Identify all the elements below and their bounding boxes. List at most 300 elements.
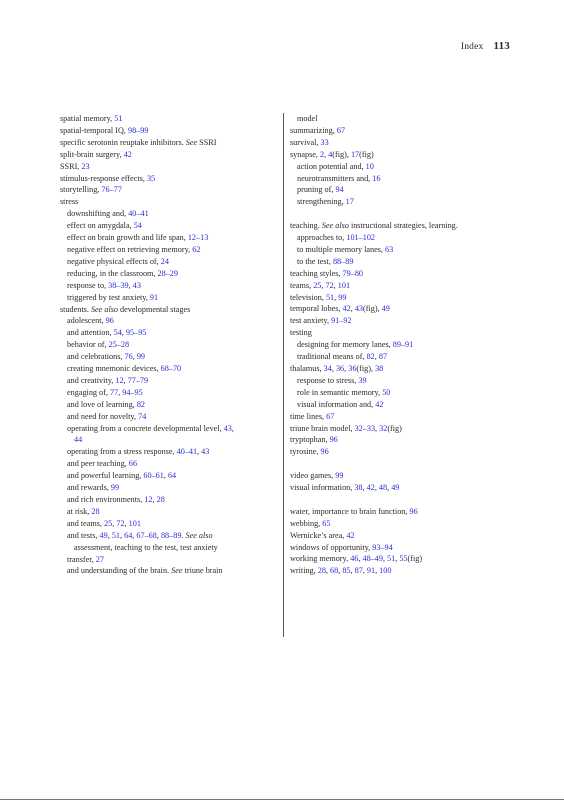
entry-text: triggered by test anxiety, xyxy=(67,292,150,302)
page-reference-link[interactable]: 67–68 xyxy=(136,530,157,540)
page-reference-link[interactable]: 17 xyxy=(345,197,354,207)
index-entry xyxy=(290,434,505,446)
entry-text: synapse, xyxy=(290,149,321,159)
index-subentry xyxy=(290,339,505,351)
page-reference-link[interactable]: 72 xyxy=(325,280,334,290)
entry-text: teams, xyxy=(290,280,314,290)
page-reference-link[interactable]: 101 xyxy=(128,518,141,528)
entry-text: windows of opportunity, xyxy=(290,542,373,552)
index-entry xyxy=(290,411,505,423)
entry-text: traditional means of, xyxy=(297,352,367,362)
index-subentry xyxy=(290,256,505,268)
entry-text: (fig), xyxy=(332,149,351,159)
entry-text: instructional strategies, learning. xyxy=(348,221,458,231)
index-subentry xyxy=(60,315,275,327)
page-reference-link[interactable]: 54 xyxy=(133,221,142,231)
entry-text: writing, xyxy=(290,566,318,576)
index-subentry xyxy=(60,458,275,470)
page-reference-link[interactable]: 42 xyxy=(375,399,384,409)
index-subentry xyxy=(60,518,275,530)
entry-text: triune brain xyxy=(182,566,223,576)
entry-text: pruning of, xyxy=(297,185,336,195)
page-reference-link[interactable]: 55 xyxy=(399,554,408,564)
page-reference-link[interactable]: 28–29 xyxy=(157,268,178,278)
page-reference-link[interactable]: 101–102 xyxy=(346,233,375,243)
index-subentry xyxy=(60,482,275,494)
entry-text: , xyxy=(382,554,388,564)
index-subentry xyxy=(290,184,505,196)
index-entry xyxy=(290,565,505,577)
page-reference-link[interactable]: 101 xyxy=(337,280,351,290)
entry-text: and rewards, xyxy=(67,483,111,493)
entry-text: and teams, xyxy=(67,518,105,528)
index-entry xyxy=(60,137,275,149)
entry-text: effect on amygdala, xyxy=(67,221,134,231)
page-reference-link[interactable]: 72 xyxy=(116,518,125,528)
page-reference-link[interactable]: 96 xyxy=(329,435,338,445)
page-reference-link[interactable]: 12 xyxy=(144,495,153,504)
entry-text: approaches to, xyxy=(297,233,347,243)
index-subentry xyxy=(60,565,275,577)
entry-text: strengthening, xyxy=(297,197,346,207)
entry-text: , xyxy=(123,375,128,385)
column-divider xyxy=(283,113,284,637)
entry-text: and powerful learning, xyxy=(67,471,144,481)
page-reference-link[interactable]: 88–89 xyxy=(160,530,182,540)
entry-text: operating from a stress response, xyxy=(67,447,177,457)
page-reference-link[interactable]: 91 xyxy=(149,292,159,302)
entry-text: designing for memory lanes, xyxy=(297,340,393,350)
page-reference-link[interactable]: 79–80 xyxy=(342,268,363,278)
entry-text: negative physical effects of, xyxy=(67,256,161,266)
entry-text: students. xyxy=(60,304,91,314)
entry-text: , xyxy=(362,566,367,576)
page-reference-link[interactable]: 28 xyxy=(156,495,165,504)
entry-text: split-brain surgery, xyxy=(60,149,124,159)
index-subentry xyxy=(290,113,505,125)
index-gap xyxy=(290,458,505,470)
entry-text: , xyxy=(344,364,349,374)
index-entry xyxy=(290,446,505,458)
index-subentry xyxy=(60,470,275,482)
entry-text: and peer teaching, xyxy=(67,459,129,469)
page-reference-link[interactable]: 36 xyxy=(348,364,357,374)
page-reference-link[interactable]: 35 xyxy=(146,173,156,183)
cross-reference-label: See also xyxy=(185,530,213,540)
page-reference-link[interactable]: 32–33 xyxy=(354,423,376,433)
entry-text: , xyxy=(124,518,129,528)
entry-text: SSRI, xyxy=(60,161,82,171)
page-reference-link[interactable]: 12 xyxy=(115,375,124,385)
index-subentry xyxy=(60,423,275,435)
entry-text: to multiple memory lanes, xyxy=(297,244,385,254)
page-reference-link[interactable]: 82 xyxy=(136,399,145,409)
page-reference-link[interactable]: 43 xyxy=(354,304,363,314)
entry-text: , xyxy=(321,280,326,290)
entry-text: test anxiety, xyxy=(290,316,332,326)
index-subentry xyxy=(290,387,505,399)
page-reference-link[interactable]: 64 xyxy=(124,530,133,540)
entry-text: and love of learning, xyxy=(67,399,137,409)
entry-text: neurotransmitters and, xyxy=(297,173,373,183)
page-reference-link[interactable]: 51 xyxy=(114,114,123,123)
entry-text: , xyxy=(375,423,380,433)
page-reference-link[interactable]: 51 xyxy=(325,292,335,302)
entry-text: (fig), xyxy=(363,304,382,314)
page-reference-link[interactable]: 65 xyxy=(322,518,331,528)
entry-text: , xyxy=(231,423,234,433)
index-subentry xyxy=(60,292,275,304)
index-entry xyxy=(290,423,505,435)
entry-text: transfer, xyxy=(67,554,96,564)
page-reference-link[interactable]: 40–41 xyxy=(128,209,149,219)
page-reference-link[interactable]: 64 xyxy=(167,471,177,481)
index-entry xyxy=(60,149,275,161)
page-reference-link[interactable]: 96 xyxy=(409,506,418,516)
page-number: 113 xyxy=(493,40,510,52)
entry-text: and need for novelty, xyxy=(67,411,139,421)
page-reference-link[interactable]: 94–95 xyxy=(122,387,143,397)
entry-text: teaching styles, xyxy=(290,268,343,278)
entry-text: adolescent, xyxy=(67,316,106,326)
page-reference-link[interactable]: 85 xyxy=(342,566,351,576)
page-reference-link[interactable]: 88–89 xyxy=(332,256,354,266)
page-reference-link[interactable]: 67 xyxy=(336,125,346,135)
page-reference-link[interactable]: 17 xyxy=(350,149,360,159)
page-reference-link[interactable]: 25 xyxy=(104,518,113,528)
entry-text: , xyxy=(152,495,157,504)
entry-text: thalamus, xyxy=(290,364,324,374)
entry-text: and tests, xyxy=(67,530,100,540)
page-reference-link[interactable]: 54 xyxy=(113,328,122,338)
entry-text: assessment, teaching to the test, test anxiety xyxy=(74,542,218,552)
entry-text: , xyxy=(350,304,355,314)
page-reference-link[interactable]: 16 xyxy=(372,173,381,183)
page-reference-link[interactable]: 46 xyxy=(350,554,359,564)
page-reference-link[interactable]: 43 xyxy=(201,447,210,457)
page-reference-link[interactable]: 34 xyxy=(323,364,332,374)
index-subentry xyxy=(60,494,275,506)
page-reference-link[interactable]: 24 xyxy=(160,256,169,266)
page-reference-link[interactable]: 38–39 xyxy=(108,280,129,290)
index-entry xyxy=(290,315,505,327)
index-entry xyxy=(60,184,275,196)
cross-reference-label: See also xyxy=(321,221,349,231)
page-reference-link[interactable]: 93–94 xyxy=(372,542,393,552)
entry-text: to the test, xyxy=(297,256,333,266)
page-reference-link[interactable]: 96 xyxy=(105,316,114,326)
index-subentry xyxy=(60,542,275,554)
page-reference-link[interactable]: 49 xyxy=(99,530,108,540)
entry-text: , xyxy=(121,328,126,338)
page-reference-link[interactable]: 2 xyxy=(320,149,325,159)
index-subentry xyxy=(60,399,275,411)
index-gap xyxy=(290,494,505,506)
index-entry xyxy=(60,113,275,125)
index-subentry xyxy=(60,244,275,256)
entry-text: summarizing, xyxy=(290,125,337,135)
entry-text: , xyxy=(118,387,123,397)
index-column-left xyxy=(60,113,275,577)
page-reference-link[interactable]: 51 xyxy=(111,530,120,540)
page-reference-link[interactable]: 76–77 xyxy=(101,185,122,195)
index-subentry xyxy=(60,411,275,423)
entry-text: , xyxy=(374,352,379,362)
entry-text: video games, xyxy=(290,471,336,481)
page-reference-link[interactable]: 100 xyxy=(379,566,392,576)
entry-text: (fig) xyxy=(407,554,423,564)
page-reference-link[interactable]: 25–28 xyxy=(108,340,130,350)
index-subentry xyxy=(290,161,505,173)
entry-text: , xyxy=(156,530,161,540)
entry-text: , xyxy=(350,566,355,576)
entry-text: , xyxy=(112,518,117,528)
entry-text: stress xyxy=(60,197,79,207)
entry-text: stimulus-response effects, xyxy=(60,173,147,183)
entry-text: , xyxy=(325,566,331,576)
entry-text: developmental stages xyxy=(118,304,191,314)
page-reference-link[interactable]: 43 xyxy=(223,423,232,433)
page-reference-link[interactable]: 68–70 xyxy=(160,364,182,374)
page-reference-link[interactable]: 48–49 xyxy=(362,554,383,564)
entry-text: model xyxy=(297,114,318,123)
index-entry xyxy=(60,125,275,137)
entry-text: creating mnemonic devices, xyxy=(67,364,161,374)
entry-text: SSRI xyxy=(197,137,217,147)
index-entry xyxy=(60,196,275,208)
page-reference-link[interactable]: 94 xyxy=(335,185,344,195)
entry-text: , xyxy=(120,530,125,540)
index-entry xyxy=(290,125,505,137)
entry-text: (fig) xyxy=(387,423,402,433)
page-reference-link[interactable]: 77 xyxy=(109,387,119,397)
index-subentry xyxy=(60,434,275,446)
index-subentry xyxy=(60,554,275,566)
page-reference-link[interactable]: 48 xyxy=(378,483,388,493)
page-reference-link[interactable]: 91 xyxy=(366,566,376,576)
entry-text: action potential and, xyxy=(297,161,366,171)
page-reference-link[interactable]: 38 xyxy=(375,364,384,374)
entry-text: . xyxy=(181,530,186,540)
index-entry xyxy=(290,303,505,315)
entry-text: , xyxy=(132,352,137,362)
index-entry xyxy=(290,506,505,518)
entry-text: Wernicke’s area, xyxy=(290,530,347,540)
page-reference-link[interactable]: 99 xyxy=(110,483,120,493)
index-subentry xyxy=(60,351,275,363)
page-reference-link[interactable]: 68 xyxy=(330,566,339,576)
page-reference-link[interactable]: 74 xyxy=(138,411,147,421)
index-subentry xyxy=(60,530,275,542)
entry-text: working memory, xyxy=(290,554,351,564)
page-reference-link[interactable]: 44 xyxy=(74,435,83,445)
entry-text: and creativity, xyxy=(67,375,116,385)
page-reference-link[interactable]: 50 xyxy=(382,387,391,397)
entry-text: tyrosine, xyxy=(290,447,321,457)
index-subentry xyxy=(290,351,505,363)
entry-text: spatial memory, xyxy=(60,114,115,123)
index-entry xyxy=(290,530,505,542)
entry-text: role in semantic memory, xyxy=(297,387,383,397)
index-subentry xyxy=(290,375,505,387)
index-subentry xyxy=(290,399,505,411)
entry-text: spatial-temporal IQ, xyxy=(60,125,128,135)
entry-text: visual information, xyxy=(290,483,355,493)
entry-text: reducing, in the classroom, xyxy=(67,268,158,278)
index-entry xyxy=(290,292,505,304)
index-entry xyxy=(290,542,505,554)
entry-text: survival, xyxy=(290,137,321,147)
entry-text: at risk, xyxy=(67,506,92,516)
entry-text: time lines, xyxy=(290,411,327,421)
page-reference-link[interactable]: 28 xyxy=(317,566,326,576)
page-reference-link[interactable]: 96 xyxy=(320,447,329,457)
cross-reference-label: See xyxy=(171,566,183,576)
index-entry xyxy=(290,220,505,232)
index-entry xyxy=(60,173,275,185)
entry-text: response to, xyxy=(67,280,109,290)
cross-reference-label: See also xyxy=(90,304,118,314)
entry-text: , xyxy=(197,447,202,457)
entry-text: testing xyxy=(290,328,312,338)
index-entry xyxy=(290,482,505,494)
page-reference-link[interactable]: 62 xyxy=(192,244,201,254)
page-reference-link[interactable]: 99 xyxy=(338,292,347,302)
entry-text: , xyxy=(338,566,343,576)
page-reference-link[interactable]: 25 xyxy=(313,280,322,290)
page-reference-link[interactable]: 89–91 xyxy=(392,340,414,350)
page-reference-link[interactable]: 39 xyxy=(358,375,367,385)
index-subentry xyxy=(60,446,275,458)
page-reference-link[interactable]: 49 xyxy=(391,483,400,493)
page-reference-link[interactable]: 76 xyxy=(124,352,133,362)
index-entry xyxy=(60,161,275,173)
index-entry xyxy=(290,268,505,280)
entry-text: and attention, xyxy=(67,328,114,338)
entry-text: , xyxy=(362,483,367,493)
cross-reference-label: See xyxy=(185,137,198,147)
page-reference-link[interactable]: 43 xyxy=(132,280,141,290)
page-reference-link[interactable]: 42 xyxy=(123,149,132,159)
page-reference-link[interactable]: 33 xyxy=(320,137,329,147)
page-reference-link[interactable]: 67 xyxy=(326,411,335,421)
entry-text: specific serotonin reuptake inhibitors. xyxy=(60,137,186,147)
index-subentry xyxy=(60,232,275,244)
page-reference-link[interactable]: 63 xyxy=(385,244,394,254)
index-subentry xyxy=(290,244,505,256)
page-reference-link[interactable]: 99 xyxy=(136,352,145,362)
entry-text: , xyxy=(331,364,336,374)
index-subentry xyxy=(290,173,505,185)
index-subentry xyxy=(290,232,505,244)
page-reference-link[interactable]: 42 xyxy=(366,483,375,493)
index-subentry xyxy=(60,375,275,387)
index-subentry xyxy=(60,363,275,375)
entry-text: and celebrations, xyxy=(67,352,125,362)
page-reference-link[interactable]: 36 xyxy=(335,364,345,374)
page-reference-link[interactable]: 32 xyxy=(379,423,388,433)
index-subentry xyxy=(60,280,275,292)
page-reference-link[interactable]: 60–61 xyxy=(143,471,164,481)
page-reference-link[interactable]: 40–41 xyxy=(176,447,198,457)
index-subentry xyxy=(60,220,275,232)
section-label: Index xyxy=(460,42,484,52)
index-subentry xyxy=(60,327,275,339)
page-reference-link[interactable]: 27 xyxy=(95,554,104,564)
entry-text: , xyxy=(107,530,112,540)
page-reference-link[interactable]: 51 xyxy=(387,554,396,564)
entry-text: , xyxy=(395,554,400,564)
entry-text: , xyxy=(375,566,380,576)
page-reference-link[interactable]: 95–95 xyxy=(125,328,147,338)
page-reference-link[interactable]: 42 xyxy=(346,530,355,540)
entry-text: response to stress, xyxy=(297,375,359,385)
page-reference-link[interactable]: 49 xyxy=(381,304,390,314)
page-reference-link[interactable]: 12–13 xyxy=(187,233,209,243)
entry-text: , xyxy=(132,530,137,540)
entry-text: storytelling, xyxy=(60,185,102,195)
page-reference-link[interactable]: 28 xyxy=(91,506,100,516)
page-reference-link[interactable]: 38 xyxy=(354,483,363,493)
entry-text: (fig) xyxy=(359,149,374,159)
index-entry xyxy=(290,280,505,292)
entry-text: negative effect on retrieving memory, xyxy=(67,244,193,254)
entry-text: webbing, xyxy=(290,518,323,528)
entry-text: triune brain model, xyxy=(290,423,355,433)
index-subentry xyxy=(60,268,275,280)
index-entry xyxy=(290,363,505,375)
entry-text: , xyxy=(358,554,363,564)
index-entry xyxy=(290,518,505,530)
index-column-right xyxy=(290,113,505,577)
page-reference-link[interactable]: 87 xyxy=(378,352,388,362)
index-entry xyxy=(290,327,505,339)
index-entry xyxy=(290,137,505,149)
page-reference-link[interactable]: 66 xyxy=(128,459,138,469)
entry-text: , xyxy=(163,471,168,481)
page-reference-link[interactable]: 23 xyxy=(81,161,90,171)
index-entry xyxy=(290,470,505,482)
page-reference-link[interactable]: 87 xyxy=(354,566,363,576)
entry-text: , xyxy=(387,483,392,493)
page-reference-link[interactable]: 82 xyxy=(366,352,375,362)
page-reference-link[interactable]: 99 xyxy=(335,471,344,481)
entry-text: and rich environments, xyxy=(67,495,145,504)
index-subentry xyxy=(60,208,275,220)
index-subentry xyxy=(60,387,275,399)
page-reference-link[interactable]: 42 xyxy=(342,304,351,314)
entry-text: , xyxy=(334,292,339,302)
entry-text: , xyxy=(324,149,329,159)
entry-text: , xyxy=(333,280,338,290)
entry-text: tryptophan, xyxy=(290,435,330,445)
page-reference-link[interactable]: 77–79 xyxy=(127,375,149,385)
entry-text: , xyxy=(374,483,379,493)
entry-text: teaching. xyxy=(290,221,322,231)
index-subentry xyxy=(60,339,275,351)
page-reference-link[interactable]: 98–99 xyxy=(127,125,149,135)
entry-text: temporal lobes, xyxy=(290,304,343,314)
running-head xyxy=(461,40,510,52)
entry-text: , xyxy=(128,280,133,290)
entry-text: downshifting and, xyxy=(67,209,129,219)
index-gap xyxy=(290,208,505,220)
page-reference-link[interactable]: 10 xyxy=(365,161,374,171)
index-entry xyxy=(290,553,505,565)
page-reference-link[interactable]: 91–92 xyxy=(331,316,352,326)
page-reference-link[interactable]: 4 xyxy=(328,149,333,159)
index-subentry xyxy=(60,256,275,268)
